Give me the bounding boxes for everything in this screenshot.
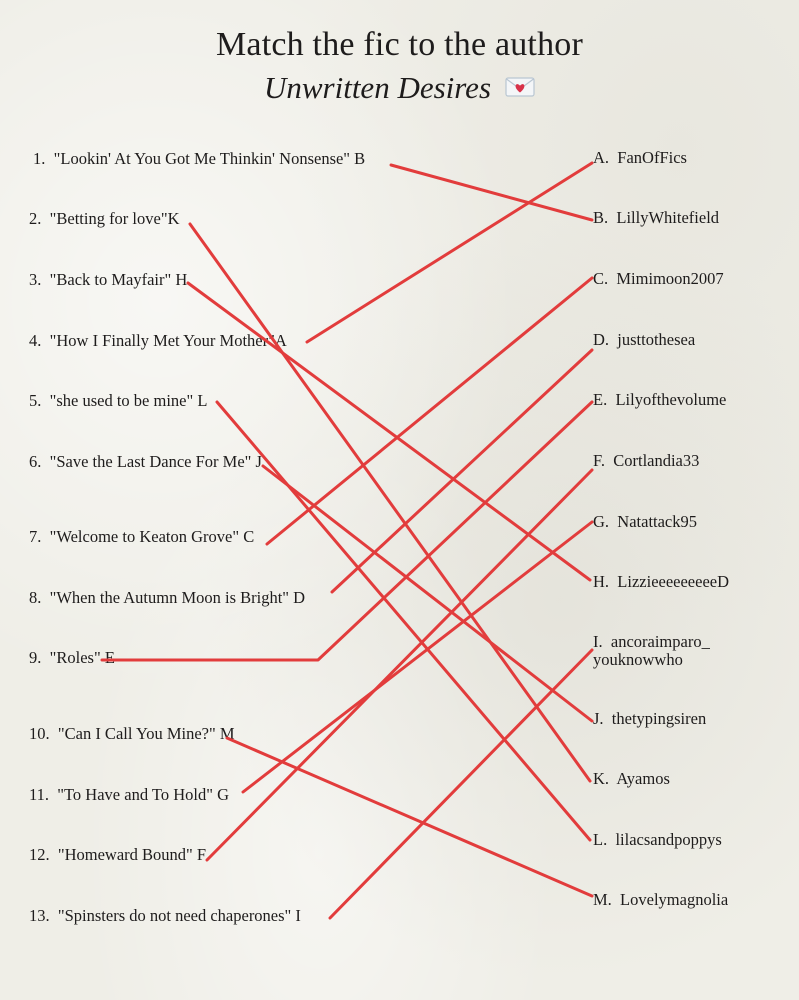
author-letter: A. <box>593 148 610 167</box>
author-name: ancoraimparo_ <box>610 632 710 651</box>
author-item-a <box>593 150 687 167</box>
author-name: thetypingsiren <box>611 709 707 728</box>
author-name-continued: youknowwho <box>593 649 683 669</box>
author-letter: J. <box>593 709 604 728</box>
fic-item-3 <box>29 272 187 289</box>
fic-item-1 <box>33 151 365 168</box>
fic-title: "When the Autumn Moon is Bright" <box>49 588 290 607</box>
fic-title: "Roles" <box>49 648 101 667</box>
fic-item-4 <box>29 333 287 350</box>
fic-answer: H <box>175 270 188 289</box>
author-name: Natattack95 <box>617 512 698 531</box>
fic-item-10 <box>29 726 235 743</box>
fic-item-9 <box>29 650 115 667</box>
author-letter: L. <box>593 830 608 849</box>
author-name: Mimimoon2007 <box>616 269 724 288</box>
match-line-13-i <box>330 650 592 918</box>
author-item-k <box>593 771 670 788</box>
fic-answer: M <box>219 724 235 743</box>
fic-answer: L <box>197 391 208 410</box>
match-line-7-c <box>267 278 592 544</box>
fic-item-7 <box>29 529 254 546</box>
author-name: justtothesea <box>617 330 696 349</box>
author-item-l <box>593 832 722 849</box>
match-line-5-l <box>217 402 590 840</box>
fic-item-11 <box>29 787 229 804</box>
author-letter: G. <box>593 512 610 531</box>
author-item-i <box>593 634 710 668</box>
fic-title: "How I Finally Met Your Mother" <box>49 331 275 350</box>
page-subtitle: Unwritten Desires <box>263 70 492 105</box>
fic-answer: B <box>354 149 366 168</box>
fic-number: 12. <box>29 845 50 864</box>
author-item-f <box>593 453 699 470</box>
match-line-12-f <box>207 470 592 860</box>
fic-number: 2. <box>29 209 42 228</box>
match-line-8-d <box>332 350 592 592</box>
fic-title: "Lookin' At You Got Me Thinkin' Nonsense" <box>53 149 351 168</box>
match-line-1-b <box>391 165 592 220</box>
match-line-4-a <box>307 163 592 342</box>
fic-title: "Homeward Bound" <box>57 845 193 864</box>
author-item-e <box>593 392 726 409</box>
author-name: Lovelymagnolia <box>620 890 729 909</box>
author-item-m <box>593 892 728 909</box>
author-letter: B. <box>593 208 609 227</box>
fic-answer: G <box>217 785 229 804</box>
fic-answer: I <box>295 906 301 925</box>
match-line-11-g <box>243 522 592 792</box>
fic-number: 5. <box>29 391 42 410</box>
fic-number: 10. <box>29 724 50 743</box>
author-letter: M. <box>593 890 612 909</box>
author-letter: D. <box>593 330 610 349</box>
love-letter-icon <box>505 77 535 97</box>
fic-answer: D <box>293 588 306 607</box>
author-name: LizzieeeeeeeeeD <box>617 572 730 591</box>
author-letter: K. <box>593 769 610 788</box>
fic-item-6 <box>29 454 262 471</box>
page-title: Match the fic to the author <box>216 26 583 63</box>
fic-title: "Betting for love" <box>49 209 168 228</box>
author-name: FanOfFics <box>617 148 687 167</box>
match-line-6-j <box>263 466 592 721</box>
fic-number: 7. <box>29 527 42 546</box>
match-line-10-m <box>227 738 592 896</box>
fic-title: "Spinsters do not need chaperones" <box>57 906 292 925</box>
author-item-h <box>593 574 729 591</box>
fic-answer: J <box>255 452 262 471</box>
fic-number: 4. <box>29 331 42 350</box>
fic-item-8 <box>29 590 305 607</box>
fic-number: 1. <box>33 149 46 168</box>
author-letter: I. <box>593 632 603 651</box>
fic-answer: K <box>167 209 180 228</box>
fic-number: 6. <box>29 452 42 471</box>
fic-item-5 <box>29 393 207 410</box>
author-item-g <box>593 514 697 531</box>
author-name: Lilyofthevolume <box>615 390 727 409</box>
fic-title: "Can I Call You Mine?" <box>57 724 216 743</box>
fic-answer: F <box>196 845 207 864</box>
author-item-c <box>593 271 724 288</box>
author-name: LillyWhitefield <box>616 208 720 227</box>
fic-number: 8. <box>29 588 42 607</box>
fic-answer: C <box>243 527 255 546</box>
fic-item-13 <box>29 908 301 925</box>
author-name: Ayamos <box>616 769 670 788</box>
author-letter: C. <box>593 269 609 288</box>
fic-title: "Back to Mayfair" <box>49 270 172 289</box>
match-line-2-k <box>190 224 590 781</box>
fic-item-12 <box>29 847 206 864</box>
fic-title: "Welcome to Keaton Grove" <box>49 527 240 546</box>
author-name: lilacsandpoppys <box>615 830 722 849</box>
fic-answer: E <box>104 648 115 667</box>
author-item-d <box>593 332 695 349</box>
fic-title: "To Have and To Hold" <box>57 785 213 804</box>
fic-title: "she used to be mine" <box>49 391 194 410</box>
author-letter: F. <box>593 451 605 470</box>
fic-item-2 <box>29 211 180 228</box>
author-name: Cortlandia33 <box>613 451 700 470</box>
fic-number: 3. <box>29 270 42 289</box>
fic-number: 11. <box>29 785 50 804</box>
author-item-b <box>593 210 719 227</box>
author-letter: H. <box>593 572 610 591</box>
fic-answer: A <box>274 331 287 350</box>
author-letter: E. <box>593 390 608 409</box>
fic-number: 13. <box>29 906 50 925</box>
fic-number: 9. <box>29 648 42 667</box>
fic-title: "Save the Last Dance For Me" <box>49 452 252 471</box>
author-item-j <box>593 711 706 728</box>
